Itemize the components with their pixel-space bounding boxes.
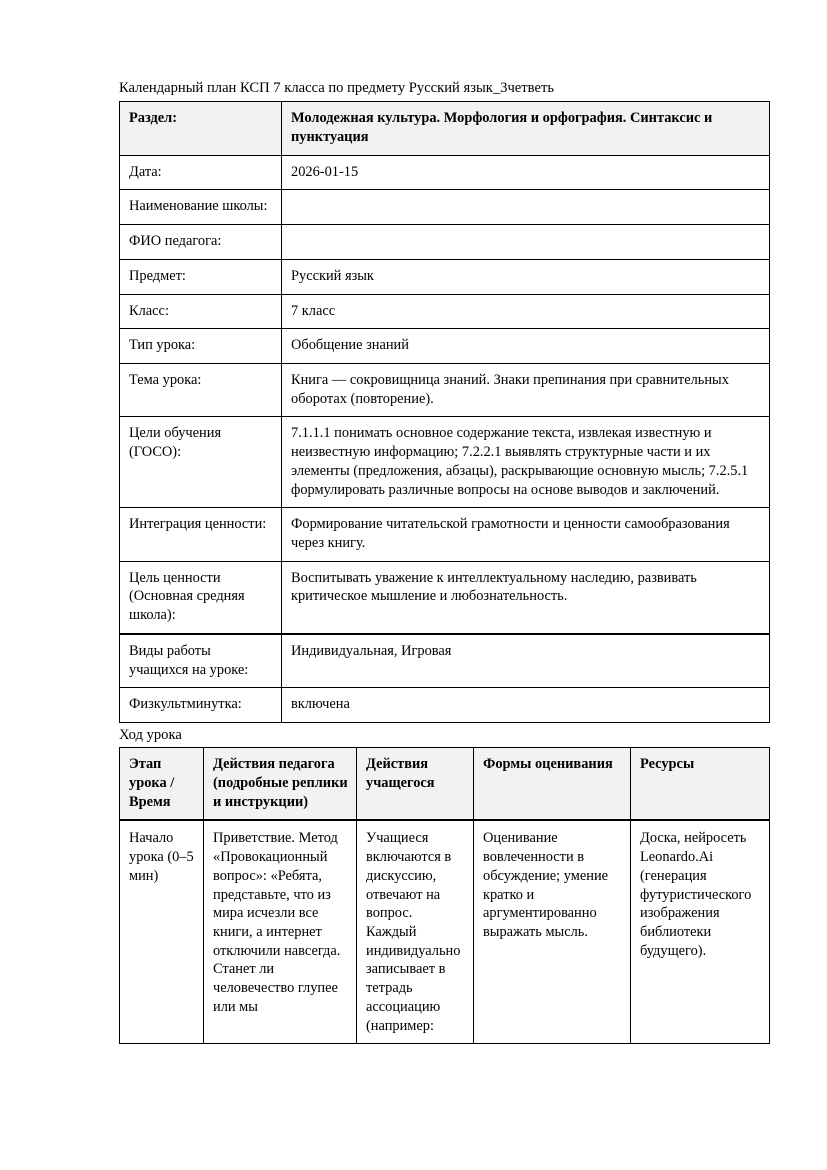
info-value [282,190,770,225]
table-row [120,561,770,634]
table-row [120,820,770,1043]
table-row [120,508,770,561]
info-value: включена [282,688,770,723]
info-label: Физкультминутка: [120,688,282,723]
info-value: Молодежная культура. Морфология и орфография. Синтаксис и пунктуация [282,102,770,155]
table-row [120,102,770,155]
column-header-stage: Этап урока / Время [120,748,204,821]
table-row [120,225,770,260]
table-row [120,259,770,294]
info-label: Виды работы учащихся на уроке: [120,634,282,688]
cell-teacher-actions: Приветствие. Метод «Провокационный вопрос»: «Ребята, представьте, что из мира исчезли все книги, а интернет отключили навсегда. Станет ли человечество глупее или мы [204,820,357,1043]
info-value: 2026-01-15 [282,155,770,190]
table-row [120,294,770,329]
info-label: Предмет: [120,259,282,294]
table-row [120,329,770,364]
column-header-student-actions: Действия учащегося [357,748,474,821]
info-value: Формирование читательской грамотности и ценности самообразования через книгу. [282,508,770,561]
table-row [120,634,770,688]
info-label: Дата: [120,155,282,190]
info-value [282,225,770,260]
info-label: Интеграция ценности: [120,508,282,561]
table-row [120,363,770,416]
info-label: Тип урока: [120,329,282,364]
table-row [120,190,770,225]
lesson-info-table [119,101,770,723]
info-value: 7 класс [282,294,770,329]
info-value: Воспитывать уважение к интеллектуальному наследию, развивать критическое мышление и любознательность. [282,561,770,634]
info-label: Наименование школы: [120,190,282,225]
cell-stage: Начало урока (0–5 мин) [120,820,204,1043]
column-header-teacher-actions: Действия педагога (подробные реплики и инструкции) [204,748,357,821]
lesson-flow-header [120,748,770,821]
info-label: ФИО педагога: [120,225,282,260]
column-header-resources: Ресурсы [631,748,770,821]
info-value: 7.1.1.1 понимать основное содержание текста, извлекая известную и неизвестную информацию; 7.2.2.1 выявлять структурные части и их элементы (предложения, абзацы), раскрывающие основную мысль; 7.2.5.1 формулировать различные вопросы на основе выводов и заключений. [282,417,770,508]
lesson-info-body [120,102,770,723]
info-value: Обобщение знаний [282,329,770,364]
lesson-flow-heading: Ход урока [119,727,182,744]
info-label: Тема урока: [120,363,282,416]
lesson-flow-body [120,820,770,1043]
page-title: Календарный план КСП 7 класса по предмету Русский язык_3четветь [119,80,554,96]
table-row [120,417,770,508]
info-label: Цель ценности (Основная средняя школа): [120,561,282,634]
table-row [120,688,770,723]
cell-student-actions: Учащиеся включаются в дискуссию, отвечают на вопрос. Каждый индивидуально записывает в тетрадь ассоциацию (например: [357,820,474,1043]
cell-resources: Доска, нейросеть Leonardo.Ai (генерация футуристического изображения библиотеки будущего). [631,820,770,1043]
lesson-flow-table [119,747,770,1044]
info-value: Книга — сокровищница знаний. Знаки препинания при сравнительных оборотах (повторение). [282,363,770,416]
table-header-row [120,748,770,821]
info-label: Класс: [120,294,282,329]
info-label: Раздел: [120,102,282,155]
info-value: Русский язык [282,259,770,294]
column-header-assessment-forms: Формы оценивания [474,748,631,821]
info-label: Цели обучения (ГОСО): [120,417,282,508]
cell-assessment: Оценивание вовлеченности в обсуждение; умение кратко и аргументированно выражать мысль. [474,820,631,1043]
table-row [120,155,770,190]
info-value: Индивидуальная, Игровая [282,634,770,688]
